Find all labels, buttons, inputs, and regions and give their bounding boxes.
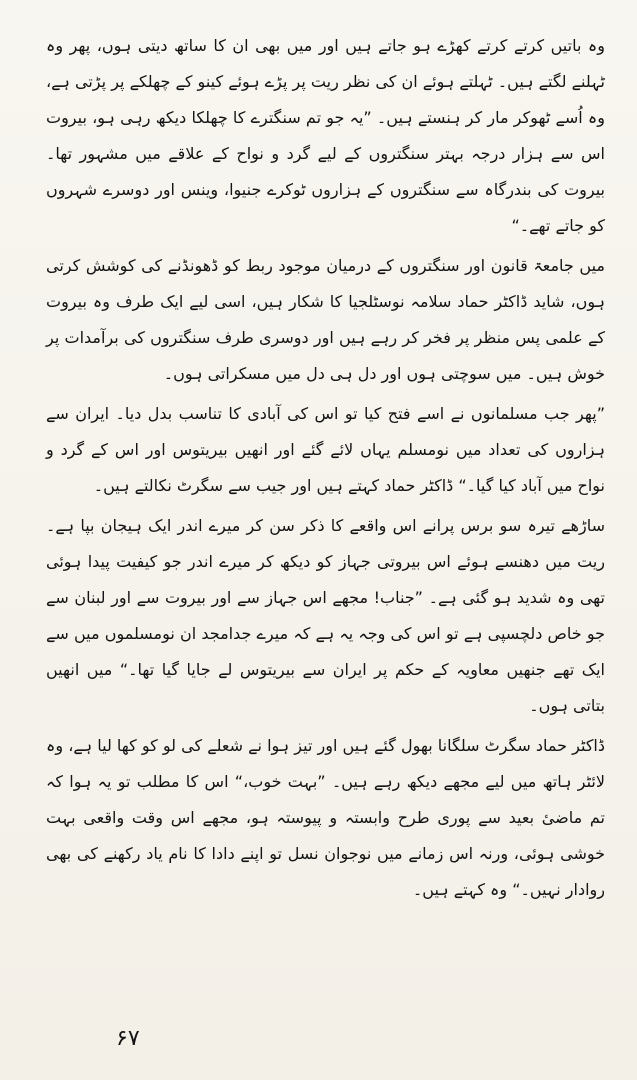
paragraph-4: ساڑھے تیرہ سو برس پرانے اس واقعے کا ذکر سن کر میرے اندر ایک ہیجان بپا ہے۔ ریت میں دھنسے ہوئے اس بیروتی جہاز کو دیکھ کر میرے اندر جو کیفیت پیدا ہوئی تھی وہ شدید ہو گئی ہے۔ ”جناب! مجھے اس جہاز سے اور بیروت سے اور لبنان سے جو خاص دلچسپی ہے تو اس کی وجہ یہ ہے کہ میرے جدامجد ان نومسلموں میں سے ایک تھے جنھیں معاویہ کے حکم پر ایران سے بیریتوس لے جایا گیا تھا۔“ میں انھیں بتاتی ہوں۔ [46,516,605,715]
paragraph-5: ڈاکٹر حماد سگرٹ سلگانا بھول گئے ہیں اور تیز ہوا نے شعلے کی لو کو کھا لیا ہے، وہ لائٹر ہاتھ میں لیے مجھے دیکھ رہے ہیں۔ ”بہت خوب،“ اس کا مطلب تو یہ ہوا کہ تم ماضیٔ بعید سے پوری طرح وابستہ و پیوستہ ہو، مجھے اس وقت واقعی بہت خوشی ہوئی، ورنہ اس زمانے میں نوجوان نسل تو اپنے دادا کا نام یاد رکھنے کی بھی روادار نہیں۔“ وہ کہتے ہیں۔ [46,736,605,899]
page-number: ۶۷ [116,1026,140,1051]
paragraph-2: میں جامعۃ قانون اور سنگتروں کے درمیان موجود ربط کو ڈھونڈنے کی کوشش کرتی ہوں، شاید ڈاکٹر حماد سلامہ نوسٹلجیا کا شکار ہیں، اسی لیے ایک طرف وہ بیروت کے علمی پس منظر پر فخر کر رہے ہیں اور دوسری طرف سنگتروں کی برآمدات پر خوش ہیں۔ میں سوچتی ہوں اور دل ہی دل میں مسکراتی ہوں۔ [46,256,605,383]
paragraph-1: وہ باتیں کرتے کرتے کھڑے ہو جاتے ہیں اور میں بھی ان کا ساتھ دیتی ہوں، پھر وہ ٹہلنے لگتے ہیں۔ ٹہلتے ہوئے ان کی نظر ریت پر پڑے ہوئے کینو کے چھلکے پر پڑتی ہے، وہ اُسے ٹھوکر مار کر ہنستے ہیں۔ ”یہ جو تم سنگترے کا چھلکا دیکھ رہی ہو، بیروت اس سے ہزار درجہ بہتر سنگتروں کے لیے گرد و نواح کے علاقے میں مشہور تھا۔ بیروت کی بندرگاہ سے سنگتروں کے ہزاروں ٹوکرے جنیوا، وینس اور دوسرے شہروں کو جاتے تھے۔“ [46,36,605,235]
paragraph-3: ”پھر جب مسلمانوں نے اسے فتح کیا تو اس کی آبادی کا تناسب بدل دیا۔ ایران سے ہزاروں کی تعداد میں نومسلم یہاں لائے گئے اور انھیں بیریتوس اور اس کے گرد و نواح میں آباد کیا گیا۔“ ڈاکٹر حماد کہتے ہیں اور جیب سے سگرٹ نکالتے ہیں۔ [46,404,605,495]
page-body-text [46,28,605,912]
